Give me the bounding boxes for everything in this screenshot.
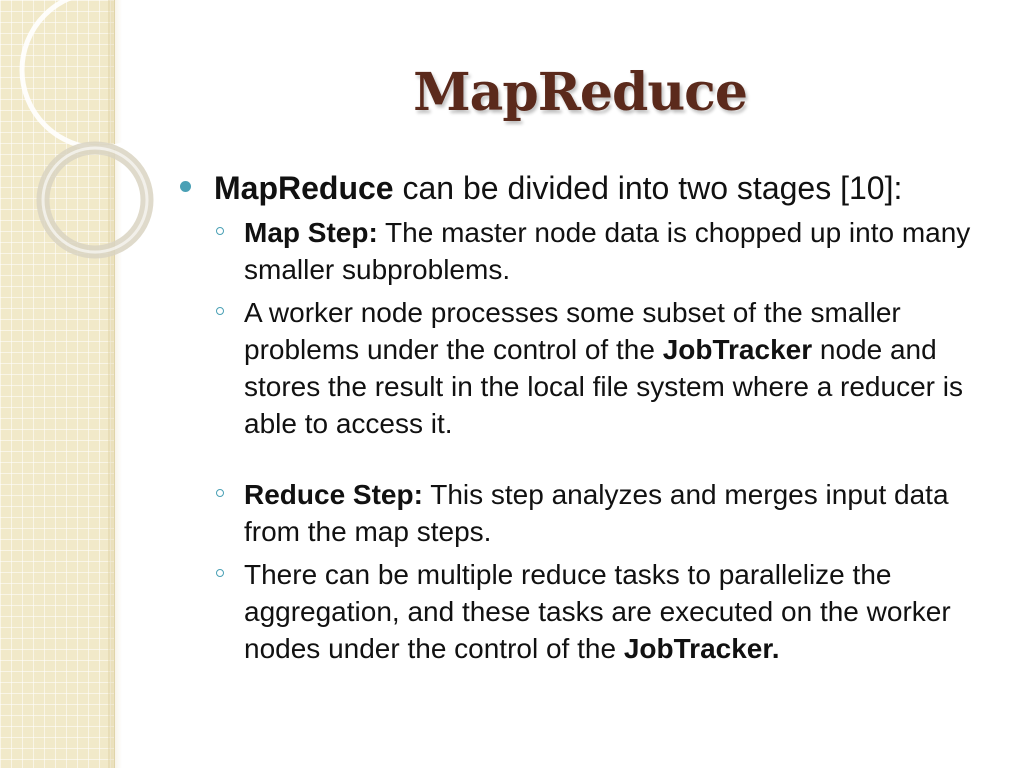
sub-bullet-text: There can be multiple reduce tasks to parallelize the aggregation, and these tasks are executed on the worker nodes under the control of the [244,559,951,664]
main-bullet [180,168,1000,208]
sub-bullet-bold: Reduce Step: [244,479,423,510]
slide-content [180,168,1000,667]
hollow-bullet-icon [216,569,224,577]
decorative-ring-small-highlight [43,148,147,252]
sub-bullet-text: node and stores the result in the local file system where a reducer is able to access it. [244,334,963,439]
sub-bullet-map-step [180,214,1000,288]
sub-bullet-text: A worker node processes some subset of the smaller problems under the control of the [244,297,901,365]
main-bullet-bold: MapReduce [214,170,394,206]
sub-bullet-reduce-step [180,476,1000,550]
sub-bullet-reduce-tasks [180,556,1000,667]
hollow-bullet-icon [216,227,224,235]
filled-bullet-icon [180,181,191,192]
hollow-bullet-icon [216,489,224,497]
main-bullet-text: can be divided into two stages [10]: [393,170,903,206]
sub-bullet-worker-node [180,294,1000,442]
decorative-ring-large [22,0,178,148]
sub-bullet-text: The master node data is chopped up into many smaller subproblems. [244,217,971,285]
sub-bullet-text: This step analyzes and merges input data from the map steps. [244,479,949,547]
sub-bullet-bold: JobTracker [662,334,813,365]
sub-bullet-bold: Map Step: [244,217,378,248]
hollow-bullet-icon [216,307,224,315]
slide-title: MapReduce [413,62,747,123]
sub-bullet-bold: JobTracker. [623,633,780,664]
